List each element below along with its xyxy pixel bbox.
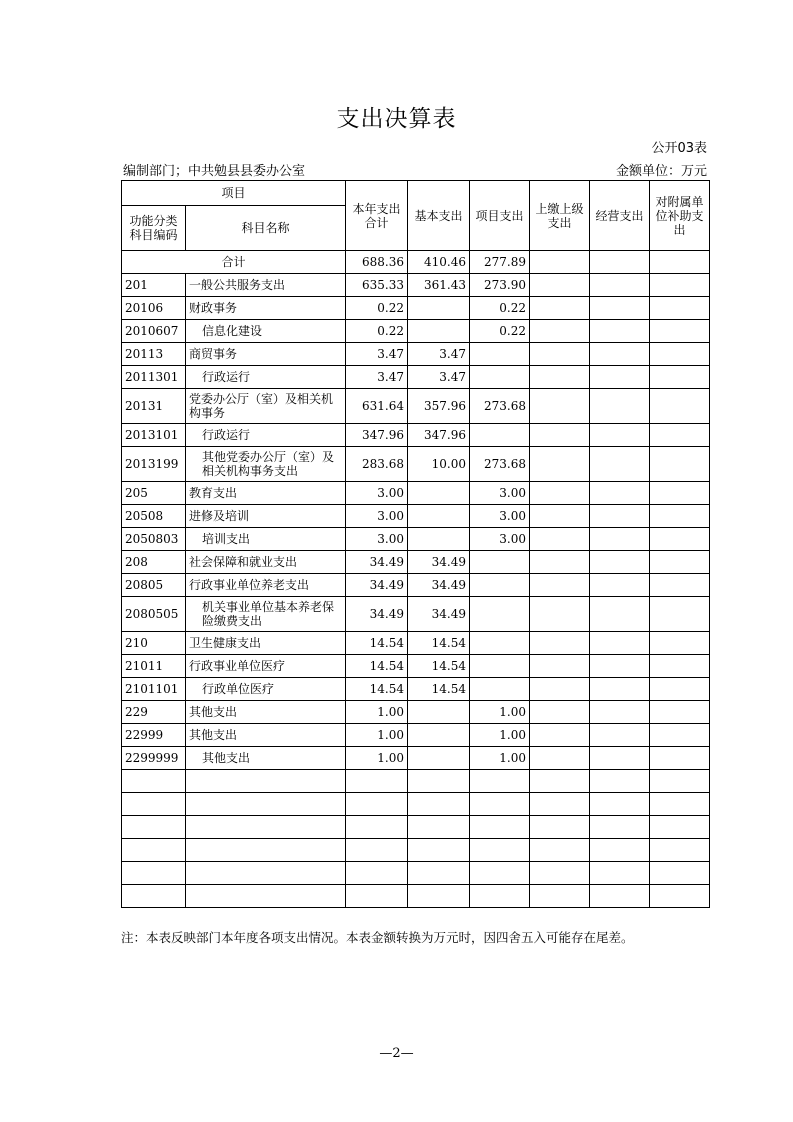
empty-cell [650,793,710,816]
basic-cell [408,701,470,724]
empty-cell [186,770,346,793]
project-cell: 0.22 [470,297,530,320]
empty-row [122,839,710,862]
empty-cell [590,862,650,885]
table-row [122,482,710,505]
total-cell: 3.47 [346,366,408,389]
basic-cell: 410.46 [408,251,470,274]
project-cell [470,424,530,447]
empty-cell [530,885,590,908]
upper-cell [530,678,590,701]
code-cell: 229 [122,701,186,724]
basic-cell: 3.47 [408,366,470,389]
total-cell: 635.33 [346,274,408,297]
empty-cell [530,862,590,885]
upper-cell [530,251,590,274]
name-cell: 信息化建设 [186,320,346,343]
header-total: 本年支出合计 [346,181,408,251]
total-cell: 1.00 [346,747,408,770]
project-cell: 1.00 [470,701,530,724]
empty-cell [650,770,710,793]
empty-cell [186,839,346,862]
affiliated-cell [650,724,710,747]
basic-cell: 357.96 [408,389,470,424]
name-cell: 其他党委办公厅（室）及相关机构事务支出 [186,447,346,482]
affiliated-cell [650,366,710,389]
empty-cell [590,885,650,908]
empty-cell [346,839,408,862]
empty-cell [530,793,590,816]
affiliated-cell [650,701,710,724]
name-cell: 其他支出 [186,724,346,747]
project-cell: 3.00 [470,528,530,551]
basic-cell [408,297,470,320]
header-basic: 基本支出 [408,181,470,251]
total-cell: 1.00 [346,701,408,724]
affiliated-cell [650,678,710,701]
total-cell: 283.68 [346,447,408,482]
code-cell: 20106 [122,297,186,320]
business-cell [590,366,650,389]
empty-cell [590,839,650,862]
name-cell: 商贸事务 [186,343,346,366]
upper-cell [530,747,590,770]
code-cell: 20113 [122,343,186,366]
header-business: 经营支出 [590,181,650,251]
basic-cell [408,505,470,528]
code-cell: 205 [122,482,186,505]
project-cell [470,597,530,632]
form-number: 公开03表 [651,141,707,156]
empty-cell [590,816,650,839]
business-cell [590,724,650,747]
table-row [122,597,710,632]
empty-row [122,862,710,885]
project-cell: 273.90 [470,274,530,297]
table-row [122,632,710,655]
total-cell: 347.96 [346,424,408,447]
header-upper: 上缴上级支出 [530,181,590,251]
business-cell [590,320,650,343]
table-row [122,724,710,747]
basic-cell [408,320,470,343]
name-cell: 财政事务 [186,297,346,320]
empty-cell [530,839,590,862]
table-row [122,274,710,297]
empty-cell [590,770,650,793]
business-cell [590,678,650,701]
empty-cell [186,816,346,839]
name-cell: 其他支出 [186,701,346,724]
business-cell [590,274,650,297]
project-cell: 3.00 [470,505,530,528]
upper-cell [530,701,590,724]
basic-cell: 34.49 [408,551,470,574]
business-cell [590,447,650,482]
affiliated-cell [650,343,710,366]
empty-cell [408,885,470,908]
total-cell: 3.00 [346,482,408,505]
empty-cell [186,885,346,908]
code-cell: 2011301 [122,366,186,389]
project-cell [470,678,530,701]
business-cell [590,574,650,597]
project-cell: 1.00 [470,747,530,770]
basic-cell [408,482,470,505]
upper-cell [530,505,590,528]
total-cell: 34.49 [346,551,408,574]
project-cell [470,574,530,597]
business-cell [590,251,650,274]
business-cell [590,528,650,551]
code-cell: 2299999 [122,747,186,770]
affiliated-cell [650,632,710,655]
expenditure-table [121,180,710,908]
total-cell: 14.54 [346,678,408,701]
code-cell: 21011 [122,655,186,678]
code-cell: 20131 [122,389,186,424]
affiliated-cell [650,320,710,343]
empty-row [122,770,710,793]
empty-cell [470,885,530,908]
total-cell: 3.00 [346,505,408,528]
table-row [122,389,710,424]
empty-cell [408,862,470,885]
footnote: 注：本表反映部门本年度各项支出情况。本表金额转换为万元时，因四舍五入可能存在尾差。 [121,930,634,945]
total-cell: 0.22 [346,297,408,320]
name-cell: 行政运行 [186,424,346,447]
affiliated-cell [650,251,710,274]
empty-cell [186,862,346,885]
empty-cell [650,885,710,908]
affiliated-cell [650,655,710,678]
name-cell: 机关事业单位基本养老保险缴费支出 [186,597,346,632]
upper-cell [530,597,590,632]
empty-cell [650,816,710,839]
table-row [122,343,710,366]
business-cell [590,701,650,724]
empty-cell [346,770,408,793]
business-cell [590,655,650,678]
table-row [122,297,710,320]
empty-cell [650,839,710,862]
project-cell [470,366,530,389]
header-code: 功能分类科目编码 [122,206,186,251]
total-cell: 14.54 [346,655,408,678]
empty-cell [122,770,186,793]
business-cell [590,343,650,366]
total-cell: 14.54 [346,632,408,655]
total-cell: 3.00 [346,528,408,551]
project-cell: 277.89 [470,251,530,274]
basic-cell: 361.43 [408,274,470,297]
name-cell: 卫生健康支出 [186,632,346,655]
empty-row [122,816,710,839]
code-cell: 2080505 [122,597,186,632]
name-cell: 一般公共服务支出 [186,274,346,297]
upper-cell [530,551,590,574]
code-cell: 201 [122,274,186,297]
project-cell: 273.68 [470,447,530,482]
upper-cell [530,482,590,505]
empty-cell [186,793,346,816]
empty-cell [346,885,408,908]
basic-cell [408,724,470,747]
table-row [122,424,710,447]
empty-cell [590,793,650,816]
header-name: 科目名称 [186,206,346,251]
code-cell: 20508 [122,505,186,528]
empty-row [122,885,710,908]
empty-cell [122,885,186,908]
code-cell: 2101101 [122,678,186,701]
empty-row [122,793,710,816]
empty-cell [650,862,710,885]
header-affiliated: 对附属单位补助支出 [650,181,710,251]
business-cell [590,597,650,632]
basic-cell: 10.00 [408,447,470,482]
page-title: 支出决算表 [336,106,457,132]
empty-cell [122,839,186,862]
basic-cell [408,528,470,551]
name-cell: 社会保障和就业支出 [186,551,346,574]
name-cell: 教育支出 [186,482,346,505]
affiliated-cell [650,482,710,505]
total-cell: 1.00 [346,724,408,747]
upper-cell [530,724,590,747]
basic-cell: 14.54 [408,678,470,701]
empty-cell [346,862,408,885]
business-cell [590,424,650,447]
affiliated-cell [650,389,710,424]
name-cell: 进修及培训 [186,505,346,528]
upper-cell [530,366,590,389]
project-cell [470,655,530,678]
total-cell: 3.47 [346,343,408,366]
affiliated-cell [650,528,710,551]
basic-cell: 14.54 [408,655,470,678]
name-cell: 行政事业单位医疗 [186,655,346,678]
upper-cell [530,274,590,297]
total-row [122,251,710,274]
basic-cell: 34.49 [408,574,470,597]
total-cell: 0.22 [346,320,408,343]
code-cell: 22999 [122,724,186,747]
upper-cell [530,574,590,597]
upper-cell [530,389,590,424]
table-row [122,655,710,678]
empty-cell [470,793,530,816]
unit-label: 金额单位：万元 [615,164,707,179]
upper-cell [530,528,590,551]
basic-cell [408,747,470,770]
affiliated-cell [650,274,710,297]
business-cell [590,297,650,320]
affiliated-cell [650,551,710,574]
basic-cell: 14.54 [408,632,470,655]
table-row [122,528,710,551]
header-project: 项目支出 [470,181,530,251]
project-cell: 1.00 [470,724,530,747]
table-row [122,447,710,482]
empty-cell [530,816,590,839]
affiliated-cell [650,747,710,770]
business-cell [590,632,650,655]
total-cell: 688.36 [346,251,408,274]
empty-cell [470,862,530,885]
empty-cell [122,816,186,839]
project-cell: 0.22 [470,320,530,343]
project-cell [470,551,530,574]
affiliated-cell [650,505,710,528]
name-cell: 行政运行 [186,366,346,389]
name-cell: 党委办公厅（室）及相关机构事务 [186,389,346,424]
upper-cell [530,632,590,655]
total-cell: 34.49 [346,574,408,597]
empty-cell [408,770,470,793]
empty-cell [408,839,470,862]
table-row [122,701,710,724]
project-cell [470,343,530,366]
affiliated-cell [650,424,710,447]
upper-cell [530,447,590,482]
code-cell: 2013199 [122,447,186,482]
empty-cell [122,862,186,885]
table-row [122,366,710,389]
project-cell: 273.68 [470,389,530,424]
code-cell: 20805 [122,574,186,597]
basic-cell: 34.49 [408,597,470,632]
empty-cell [346,816,408,839]
table-row [122,678,710,701]
total-cell: 34.49 [346,597,408,632]
total-cell: 631.64 [346,389,408,424]
code-cell: 210 [122,632,186,655]
name-cell: 其他支出 [186,747,346,770]
code-cell: 208 [122,551,186,574]
project-cell [470,632,530,655]
project-cell: 3.00 [470,482,530,505]
empty-cell [530,770,590,793]
business-cell [590,551,650,574]
header-item: 项目 [122,181,346,206]
table-row [122,747,710,770]
department-label: 编制部门；中共勉县县委办公室 [123,164,306,179]
basic-cell: 3.47 [408,343,470,366]
upper-cell [530,424,590,447]
affiliated-cell [650,597,710,632]
upper-cell [530,320,590,343]
empty-cell [408,793,470,816]
affiliated-cell [650,447,710,482]
table-row [122,551,710,574]
business-cell [590,389,650,424]
name-cell: 行政事业单位养老支出 [186,574,346,597]
business-cell [590,482,650,505]
table-row [122,574,710,597]
name-cell: 行政单位医疗 [186,678,346,701]
table-row [122,320,710,343]
empty-cell [470,816,530,839]
basic-cell: 347.96 [408,424,470,447]
total-label: 合计 [122,251,346,274]
name-cell: 培训支出 [186,528,346,551]
table-row [122,505,710,528]
affiliated-cell [650,297,710,320]
empty-cell [470,770,530,793]
upper-cell [530,655,590,678]
business-cell [590,505,650,528]
code-cell: 2010607 [122,320,186,343]
empty-cell [470,839,530,862]
empty-cell [408,816,470,839]
affiliated-cell [650,574,710,597]
empty-cell [122,793,186,816]
business-cell [590,747,650,770]
upper-cell [530,343,590,366]
code-cell: 2050803 [122,528,186,551]
page-number: —2— [379,1046,414,1061]
upper-cell [530,297,590,320]
empty-cell [346,793,408,816]
code-cell: 2013101 [122,424,186,447]
